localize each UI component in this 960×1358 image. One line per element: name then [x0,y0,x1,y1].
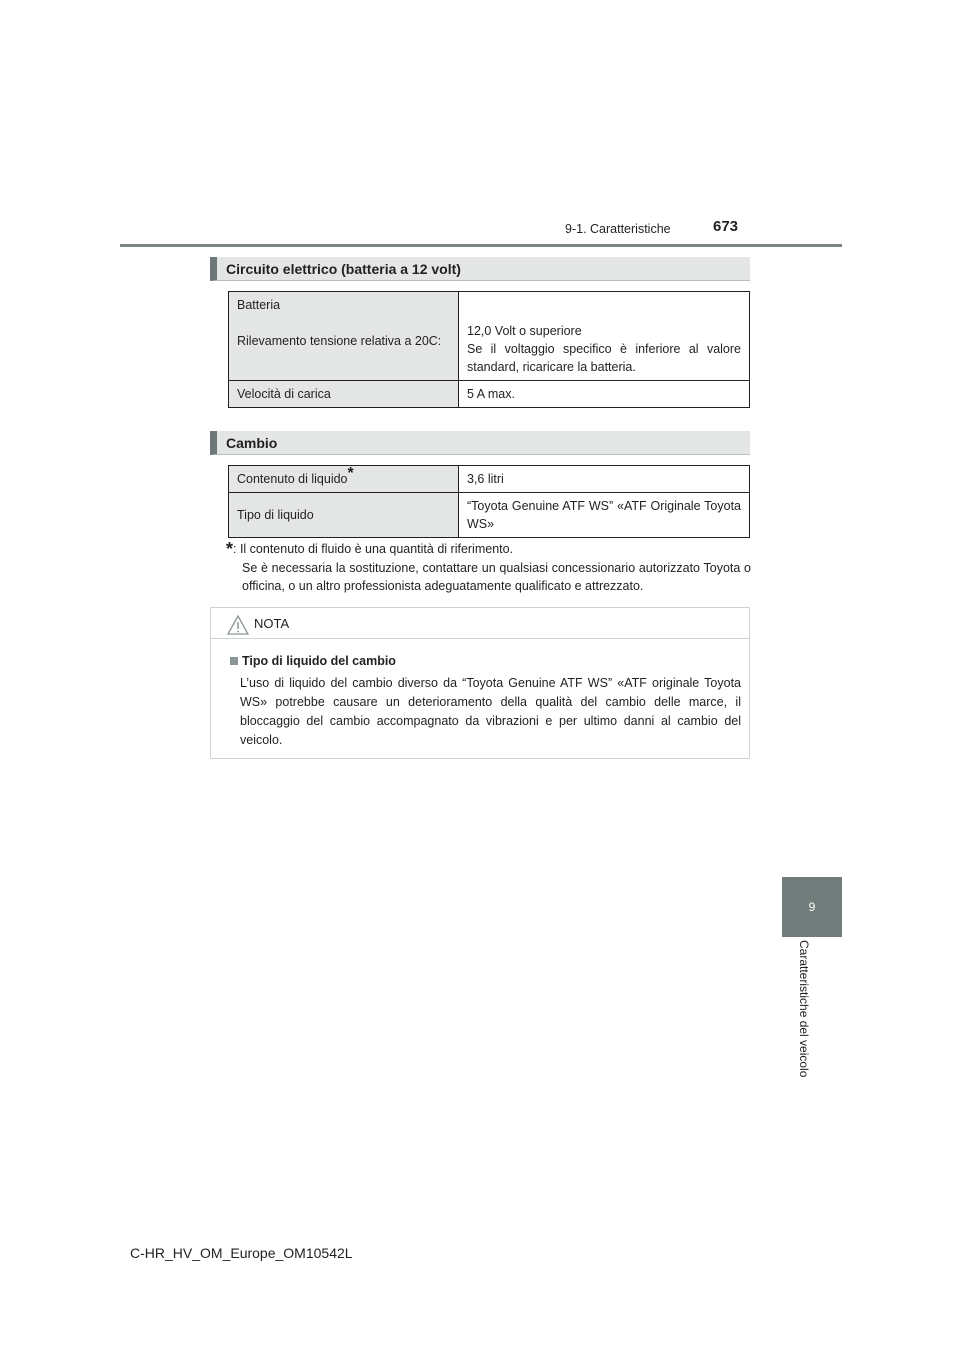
notice-header [211,608,749,639]
notice-title [230,652,741,671]
voltage-detection-label: Rilevamento tensione relativa a 20C: [237,334,442,348]
transmission-spec-table [228,465,750,538]
square-bullet-icon [230,657,238,665]
fluid-capacity-label: Contenuto di liquido [237,472,348,486]
charge-rate-value: 5 A max. [459,381,750,408]
electrical-spec-table [228,291,750,408]
header-section-title: 9-1. Caratteristiche [565,222,671,236]
footnote [226,540,751,596]
fluid-capacity-label-cell [229,466,459,493]
fluid-type-value: “Toyota Genuine ATF WS” «ATF Originale Toyota WS» [459,493,750,538]
footnote-line-2: Se è necessaria la sostituzione, contattare un qualsiasi concessionario autorizzato Toyota o officina, o un altro professionista adeguatamente qualificato e attrezzato. [242,560,751,593]
fluid-type-label: Tipo di liquido [229,493,459,538]
footnote-marker: * [347,464,354,482]
chapter-number: 9 [808,900,816,914]
footnote-star: * [226,539,234,559]
notice-box [210,607,750,759]
table-row [229,292,750,381]
charge-rate-label: Velocità di carica [229,381,459,408]
chapter-label-container [775,940,815,1100]
table-row [229,493,750,538]
fluid-capacity-value: 3,6 litri [459,466,750,493]
section-title-electrical: Circuito elettrico (batteria a 12 volt) [226,261,461,277]
header-divider [120,244,842,247]
notice-text: L’uso di liquido del cambio diverso da “Toyota Genuine ATF WS” «ATF originale Toyota WS» potrebbe causare un deterioramento della qualità del cambio delle marce, il bloccaggio del cambio accompagnato da vibrazioni e per ultimo danni al cambio del veicolo. [240,676,741,747]
notice-body [230,652,741,750]
page-number: 673 [713,218,739,235]
section-title-transmission: Cambio [226,435,278,451]
chapter-label: Caratteristiche del veicolo [797,940,811,1078]
table-row [229,381,750,408]
battery-label-cell [229,292,459,381]
warning-triangle-icon [227,615,249,635]
section-heading-transmission [210,431,750,455]
notice-title-text: Tipo di liquido del cambio [242,654,396,668]
document-code: C-HR_HV_OM_Europe_OM10542L [130,1245,353,1261]
notice-heading: NOTA [254,616,290,631]
table-row [229,466,750,493]
chapter-tab[interactable] [782,877,842,937]
battery-label: Batteria [237,298,281,312]
voltage-value: 12,0 Volt o superiore [467,324,582,338]
section-heading-electrical [210,257,750,281]
voltage-note: Se il voltaggio specifico è inferiore al valore standard, ricaricare la batteria. [467,342,741,374]
footnote-line-1: : Il contenuto di fluido è una quantità di riferimento. [233,542,514,556]
battery-value-cell [459,292,750,381]
